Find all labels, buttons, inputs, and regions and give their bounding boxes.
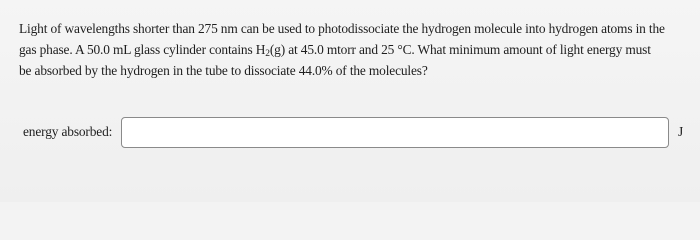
energy-absorbed-input[interactable]	[121, 117, 669, 148]
energy-absorbed-label: energy absorbed:	[23, 124, 113, 139]
question-text	[19, 18, 689, 81]
unit-label: J	[678, 124, 684, 139]
question-line-1: Light of wavelengths shorter than 275 nm can be used to photodissociate the hydrogen molecule into hydrogen atoms in the	[19, 21, 665, 36]
question-line-2-start: gas phase. A 50.0 mL glass cylinder contains H	[19, 42, 266, 57]
question-line-2-end: (g) at 45.0 mtorr and 25 °C. What minimum amount of light energy must	[269, 42, 651, 57]
question-line-2	[19, 39, 689, 60]
hydrogen-subscript: 2	[265, 49, 270, 59]
question-line-3: be absorbed by the hydrogen in the tube to dissociate 44.0% of the molecules?	[19, 63, 428, 78]
